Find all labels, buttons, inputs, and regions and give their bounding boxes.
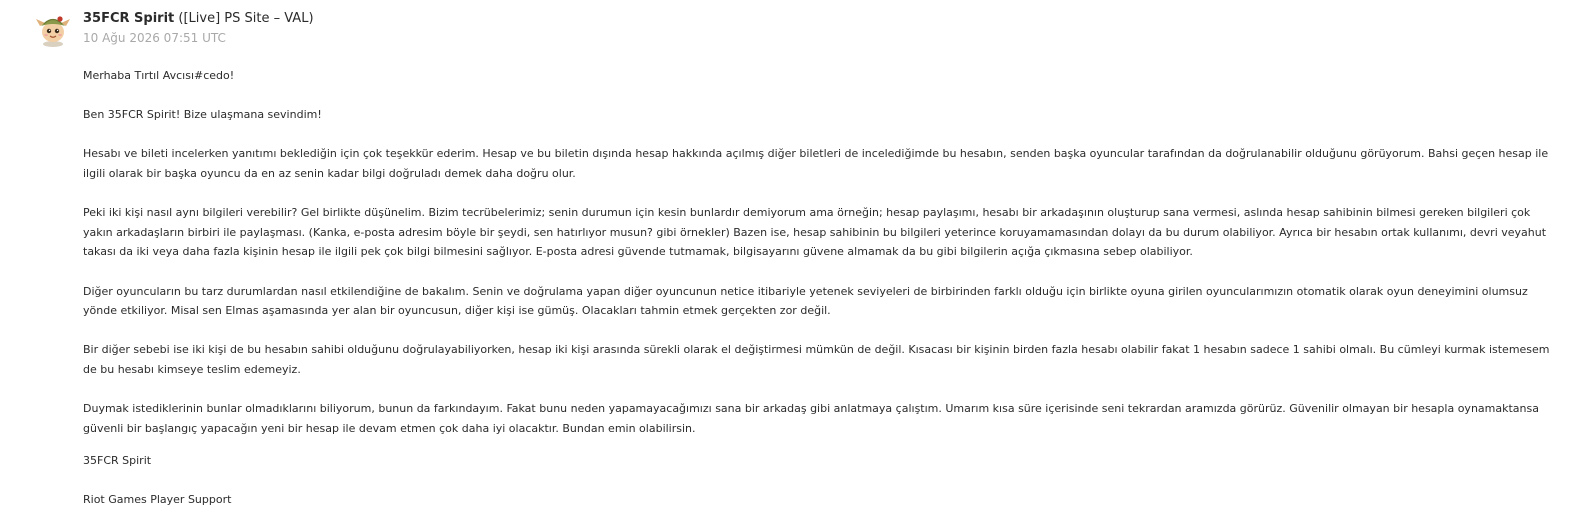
message-body xyxy=(83,66,1553,530)
message-paragraph: Bir diğer sebebi ise iki kişi de bu hesabın sahibi olduğunu doğrulayabiliyorken, hesap iki kişi arasında sürekli olarak el değiştirmesi mümkün de değil. Kısacası bir kişinin birden fazla hesabı olabilir fakat 1 hesabın sadece 1 sahibi olmalı. Bu cümleyi kurmak istemesem de bu hesabı kimseye teslim edemeyiz. xyxy=(83,343,1550,376)
message-timestamp: 10 Ağu 2026 07:51 UTC xyxy=(83,31,226,45)
avatar xyxy=(34,10,72,48)
signature xyxy=(83,451,1553,510)
author-line xyxy=(83,10,314,28)
intro-paragraph: Ben 35FCR Spirit! Bize ulaşmana sevindim! xyxy=(83,108,322,122)
message-paragraph: Peki iki kişi nasıl aynı bilgileri verebilir? Gel birlikte düşünelim. Bizim tecrübelerimiz; senin durumun için kesin bunlardır demiyorum ama örneğin; hesap paylaşımı, hesabı bir arkadaşının oluşturup sana vermesi, aslında hesap sahibinin bilmesi gereken bilgileri çok yakın arkadaşların birbiri ile paylaşması. (Kanka, e-posta adresim böyle bir şeydi, sen hatırlıyor musun? gibi örnekler) Bazen ise, hesap sahibinin bu bilgileri yeterince koruyamamasından dolayı da bu durum olabiliyor. Ayrıca bir hesabın ortak kullanımı, devri veyahut takası da iki veya daha fazla kişinin hesap ile ilgili pek çok bilgi bilmesini sağlıyor. E-posta adresi güvende tutmamak, bilgisayarını güvene almamak da bu gibi bilgilerin açığa çıkmasına sebep olabiliyor. xyxy=(83,206,1547,259)
message-paragraph: Diğer oyuncuların bu tarz durumlardan nasıl etkilendiğine de bakalım. Senin ve doğrulama yapan diğer oyuncunun netice itibariyle yetenek seviyeleri de birbirinden farklı olduğu için birlikte oyuna girilen oyuncularımızın otomatik olarak oyun deneyimini olumsuz yönde etkiliyor. Misal sen Elmas aşamasında yer alan bir oyuncusun, diğer kişi ise gümüş. Olacakları tahmin etmek gerçekten zor değil. xyxy=(83,284,1528,318)
signature-team: Riot Games Player Support xyxy=(83,493,232,507)
greeting-paragraph: Merhaba Tırtıl Avcısı#cedo! xyxy=(83,69,235,82)
author-name: 35FCR Spirit xyxy=(83,11,175,26)
message-paragraph: Duymak istediklerinin bunlar olmadıklarını biliyorum, bunun da farkındayım. Fakat bunu neden yapamayacağımızı sana bir arkadaş gibi anlatmaya çalıştım. Umarım kısa süre içerisinde seni tekrardan aramızda görürüz. Güvenilir olmayan bir hesapla oynamaktansa güvenli bir başlangıç yapacağın yeni bir hesap ile devam etmen çok daha iyi olacaktır. Bundan emin olabilirsin. xyxy=(83,402,1539,435)
message-source: ([Live] PS Site – VAL) xyxy=(178,11,314,26)
teemo-avatar-icon xyxy=(34,10,72,48)
signature-name: 35FCR Spirit xyxy=(83,454,152,468)
message-paragraph: Hesabı ve bileti incelerken yanıtımı beklediğin için çok teşekkür ederim. Hesap ve bu biletin dışında hesap hakkında açılmış diğer biletleri de incelediğimde bu hesabın, senden başka oyuncular tarafından da doğrulanabilir olduğunu görüyorum. Bahsi geçen hesap ile ilgili olarak bir başka oyuncu da en az senin kadar bilgi doğruladı demek daha doğru olur. xyxy=(83,147,1549,180)
message-header xyxy=(83,10,314,46)
